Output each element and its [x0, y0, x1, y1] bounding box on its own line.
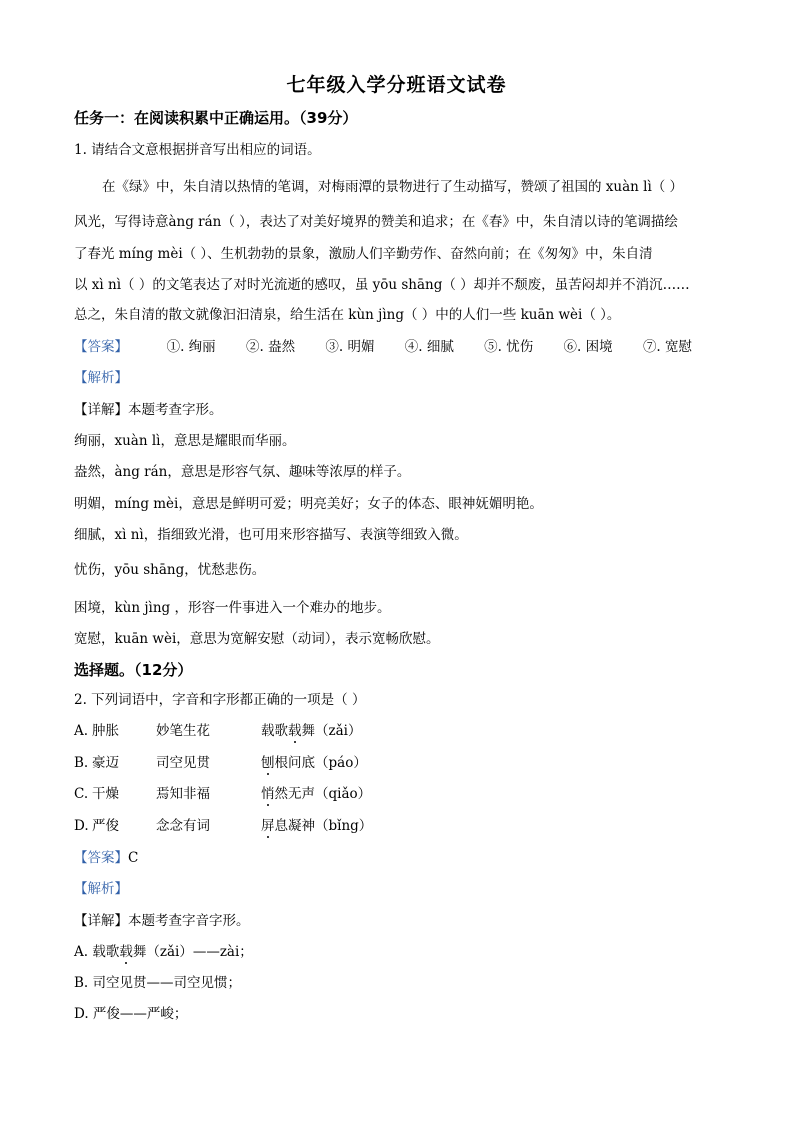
q2-prompt: 2. 下列词语中，字音和字形都正确的一项是（ ）: [74, 692, 366, 708]
section2-heading: 选择题。（12分）: [74, 661, 193, 679]
option-word-3-post: 息凝神（bǐng）: [274, 818, 373, 834]
option-word-3: [261, 721, 361, 741]
option-word-3: [261, 784, 371, 804]
q2-detail-a: [74, 942, 253, 962]
q1-para-line-1: 在《绿》中，朱自清以热情的笔调，对梅雨潭的景物进行了生动描写，赞颂了祖国的 xuàn lì（ ）: [102, 179, 684, 195]
q1-detail-line: 宽慰，kuān wèi，意思为宽解安慰（动词），表示宽畅欣慰。: [74, 631, 440, 647]
answer-item: ③. 明媚: [325, 339, 375, 355]
q1-para-line-3: 了春光 míng mèi（ ）、生机勃勃的景象，激励人们辛勤劳作、奋然向前；在《匆匆》中，朱自清: [74, 246, 653, 262]
q1-detail-line: 明媚，míng mèi，意思是鲜明可爱；明亮美好；女子的体态、眼神妩媚明艳。: [74, 496, 543, 512]
option-word-2: 妙笔生花: [156, 723, 210, 739]
q1-answer: [74, 337, 718, 357]
option-letter: D.: [74, 818, 89, 834]
q2-detail-b: B. 司空见贯——司空见惯；: [74, 975, 242, 991]
option-word-3-post: 舞（zǎi）: [301, 723, 362, 739]
detail-a-pre: A. 载歌: [74, 944, 120, 960]
dotted-char: 载: [288, 723, 302, 739]
q1-analysis-label: 【解析】: [74, 370, 128, 386]
q1-detail-line: 困境，kùn jìng ，形容一件事进入一个难办的地步。: [74, 600, 391, 616]
answer-item: ①. 绚丽: [166, 339, 216, 355]
q1-detail-line: 忧伤，yōu shāng，忧愁悲伤。: [74, 562, 266, 578]
q1-detail-line: 细腻，xì nì，指细致光滑，也可用来形容描写、表演等细致入微。: [74, 527, 468, 543]
answer-item: ④. 细腻: [404, 339, 454, 355]
answer-label: 【答案】: [74, 850, 128, 866]
answer-label: 【答案】: [74, 339, 128, 355]
task1-heading: 任务一：在阅读积累中正确运用。（39分）: [74, 109, 358, 127]
option-word-3-post: 根问底（páo）: [274, 755, 367, 771]
q1-detail-line: 绚丽，xuàn lì，意思是耀眼而华丽。: [74, 433, 296, 449]
q1-para-line-4: 以 xì nì（ ）的文笔表达了对时光流逝的感叹，虽 yōu shāng（ ）却并不颓废，虽苦闷却并不消沉……: [74, 277, 690, 293]
q2-detail-d: D. 严俊——严峻；: [74, 1006, 188, 1022]
q1-detail-line: 盎然，àng rán，意思是形容气氛、趣味等浓厚的样子。: [74, 464, 411, 480]
answer-item: ②. 盎然: [245, 339, 296, 355]
option-word-1: 肿胀: [92, 723, 119, 739]
option-word-3-pre: 载歌: [261, 723, 288, 739]
option-letter: C.: [74, 786, 89, 802]
dotted-char: 刨: [261, 755, 275, 771]
option-word-1: 豪迈: [92, 755, 119, 771]
q2-answer: [74, 848, 138, 868]
answer-item: ⑥. 困境: [563, 339, 613, 355]
dotted-char: 载: [119, 944, 133, 960]
option-word-2: 焉知非福: [156, 786, 210, 802]
q1-para-line-2: 风光，写得诗意àng rán（ ），表达了对美好境界的赞美和追求；在《春》中，朱自清以诗的笔调描绘: [74, 214, 678, 230]
option-letter: B.: [74, 755, 89, 771]
detail-a-post: 舞（zǎi）——zài；: [132, 944, 253, 960]
option-letter: A.: [74, 723, 89, 739]
q2-detail-intro: 【详解】本题考查字音字形。: [74, 913, 250, 929]
q2-analysis-label: 【解析】: [74, 881, 128, 897]
dotted-char: 悄: [261, 786, 275, 802]
option-word-1: 严俊: [92, 818, 119, 834]
option-word-3: [261, 816, 372, 836]
option-word-3: [261, 753, 367, 773]
q1-prompt: 1. 请结合文意根据拼音写出相应的词语。: [74, 142, 321, 158]
dotted-char: 屏: [261, 818, 275, 834]
option-word-2: 司空见贯: [156, 755, 210, 771]
q1-para-line-5: 总之，朱自清的散文就像汩汩清泉，给生活在 kùn jìng（ ）中的人们一些 kuān wèi（ ）。: [74, 307, 621, 323]
option-word-2: 念念有词: [156, 818, 210, 834]
answer-item: ⑦. 宽慰: [642, 339, 693, 355]
answer-item: ⑤. 忧伤: [484, 339, 534, 355]
q1-detail-line: 【详解】本题考查字形。: [74, 402, 223, 418]
option-word-3-post: 然无声（qiǎo）: [274, 786, 372, 802]
page-title: 七年级入学分班语文试卷: [286, 74, 507, 96]
answer-value: C: [128, 850, 139, 866]
option-word-1: 干燥: [92, 786, 119, 802]
